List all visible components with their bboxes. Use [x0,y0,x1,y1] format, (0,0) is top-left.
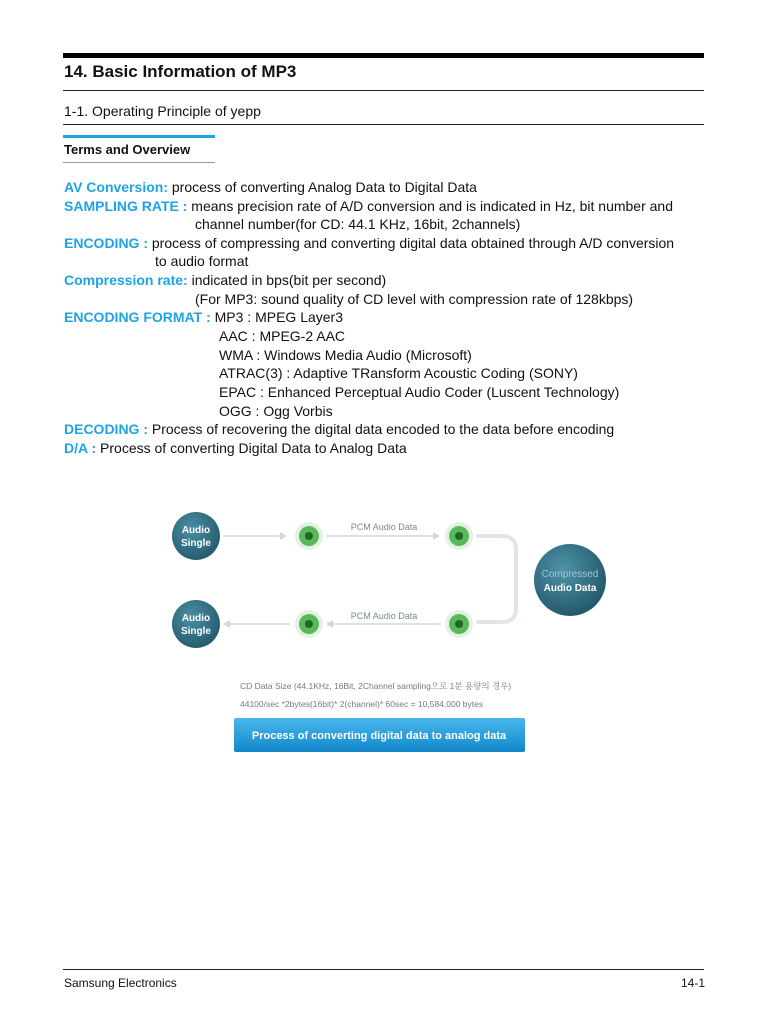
green-node [295,610,323,638]
subsection-title: Terms and Overview [64,142,191,157]
term-label: D/A : [64,440,97,456]
compressed-label-2: Audio Data [543,583,597,594]
arrow-head [280,532,287,540]
term-text: Process of converting Digital Data to Analog Data [96,440,407,456]
accent-bar [63,135,215,138]
audio-top-label-1: Audio [181,525,211,536]
audio-output-node [172,600,220,648]
term-label: SAMPLING RATE : [64,198,188,214]
term-encoding-format [64,308,343,326]
compressed-node [534,544,606,616]
format-item: EPAC : Enhanced Perceptual Audio Coder (Luscent Technology) [219,384,620,400]
term-sampling-rate [64,197,673,215]
cd-size-note: CD Data Size (44.1KHz, 16Bit, 2Channel sampling으로 1분 용량의 경우) [240,681,512,691]
title-rule [63,90,704,91]
footer-rule [63,969,704,970]
top-rule [63,53,704,58]
audio-source-node [172,512,220,560]
term-compression-rate-cont: (For MP3: sound quality of CD level with compression rate of 128kbps) [195,291,634,307]
term-text: indicated in bps(bit per second) [187,272,387,288]
chapter-title: 14. Basic Information of MP3 [64,62,297,81]
term-label: ENCODING FORMAT : [64,309,211,325]
footer-page-number: 14-1 [681,976,706,990]
arrow-head [223,620,230,628]
loop-arrow [476,536,516,622]
term-decoding [64,420,614,438]
term-text: means precision rate of A/D conversion and is indicated in Hz, bit number and [187,198,673,214]
audio-bottom-label-2: Single [180,626,212,637]
caption-text: Process of converting digital data to analog data [251,730,507,742]
format-item: AAC : MPEG-2 AAC [219,328,346,344]
footer-company: Samsung Electronics [64,976,177,990]
conversion-diagram [150,490,630,765]
green-node [445,610,473,638]
term-label: AV Conversion: [64,179,168,195]
audio-bottom-label-1: Audio [181,613,211,624]
term-av-conversion [64,178,477,196]
term-compression-rate [64,271,386,289]
term-text: process of compressing and converting digital data obtained through A/D conversion [148,235,675,251]
format-item: ATRAC(3) : Adaptive TRansform Acoustic Coding (SONY) [219,365,578,381]
section-title: 1-1. Operating Principle of yepp [64,103,261,119]
pcm-bottom-label: PCM Audio Data [350,611,418,621]
format-item: OGG : Ogg Vorbis [219,403,333,419]
format-item: WMA : Windows Media Audio (Microsoft) [219,347,472,363]
cd-size-formula: 44100/sec *2bytes(16bit)* 2(channel)* 60sec = 10,584,000 bytes [240,699,484,709]
green-node [445,522,473,550]
arrow-head [433,532,440,540]
term-encoding [64,234,674,252]
term-text: MP3 : MPEG Layer3 [210,309,344,325]
subsection-rule [63,162,215,163]
term-text: Process of recovering the digital data encoded to the data before encoding [148,421,615,437]
term-sampling-rate-cont: channel number(for CD: 44.1 KHz, 16bit, 2channels) [195,216,521,232]
term-label: Compression rate: [64,272,188,288]
term-label: ENCODING : [64,235,148,251]
green-node [295,522,323,550]
term-text: process of converting Analog Data to Digital Data [167,179,477,195]
pcm-top-label: PCM Audio Data [350,522,418,532]
term-da [64,439,407,457]
term-encoding-cont: to audio format [155,253,249,269]
compressed-label-1: Compressed [541,569,599,580]
audio-top-label-2: Single [180,538,212,549]
arrow-head [326,620,333,628]
section-rule [63,124,704,125]
term-label: DECODING : [64,421,148,437]
